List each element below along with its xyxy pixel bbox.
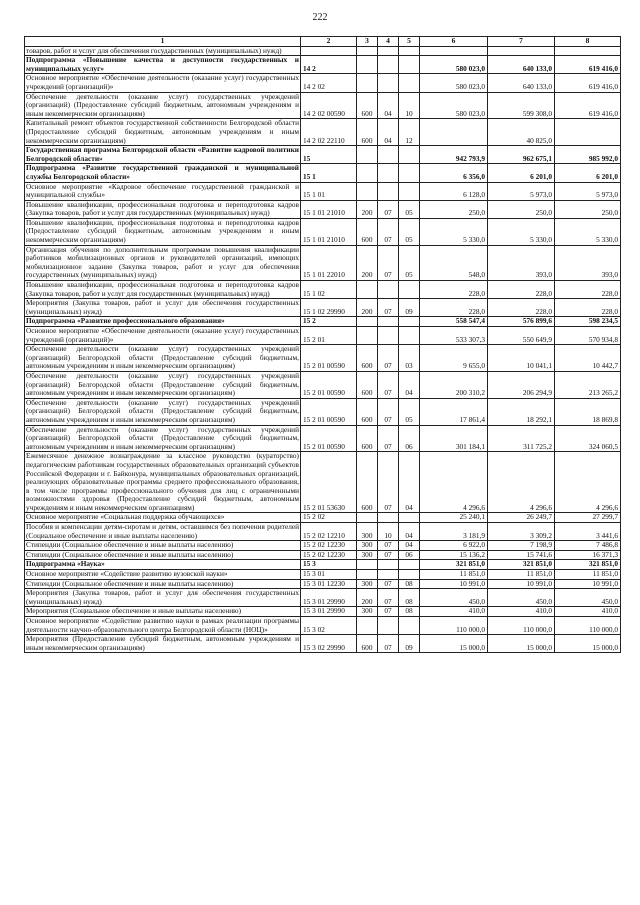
row-pr: 04 (399, 452, 420, 513)
row-pr: 06 (399, 550, 420, 560)
row-value-3: 450,0 (555, 589, 621, 607)
row-value-3: 16 371,3 (555, 550, 621, 560)
row-kvr (357, 56, 378, 74)
row-value-1: 450,0 (420, 589, 488, 607)
row-kvr (357, 46, 378, 56)
row-value-2: 393,0 (488, 245, 555, 280)
row-name: Стипендии (Социальное обеспечение и иные выплаты населению) (25, 550, 301, 560)
row-rz: 07 (378, 200, 399, 218)
table-row (25, 523, 621, 541)
row-name: Основное мероприятие «Кадровое обеспечение государственной гражданской и муниципальной службы» (26, 181, 299, 200)
row-rz: 07 (378, 345, 399, 372)
row-value-3: 570 934,8 (555, 327, 621, 345)
row-value-2: 10 041,1 (488, 345, 555, 372)
row-rz: 04 (378, 119, 399, 146)
row-code: 15 3 01 (301, 570, 357, 580)
row-value-3: 5 330,0 (555, 218, 621, 245)
row-rz: 07 (378, 371, 399, 398)
table-row (25, 345, 621, 372)
row-value-2: 5 973,0 (488, 182, 555, 200)
row-code: 15 2 01 53630 (301, 452, 357, 513)
row-name: Организация обучения по дополнительным программам повышения квалификации работников мобилизационных органов и руководителей организаций, имеющих мобилизационное задание (Закупка товаров, работ и услуг для обеспечения государственных (муниципальных) нужд) (26, 244, 299, 280)
row-name: Обеспечение деятельности (оказание услуг) государственных учреждений (организаций) Белгородской области (Предоставление субсидий бюджетным, автономным учреждениям и иным некоммерческим организациям) (26, 344, 299, 371)
row-value-1: 580 023,0 (420, 56, 488, 74)
row-value-1: 228,0 (420, 281, 488, 299)
row-rz: 07 (378, 299, 399, 317)
table-row (25, 164, 621, 182)
row-value-2: 962 675,1 (488, 146, 555, 164)
row-name: Основное мероприятие «Социальная поддержка обучающихся» (25, 513, 301, 523)
row-kvr (357, 327, 378, 345)
row-name: Ежемесячное денежное вознаграждение за классное руководство (кураторство) педагогическим работникам государственных образовательных организаций субъектов Российской Федерации и г. Байконура, муниципальных образовательных организаций, реализующих образовательные программы среднего профессионального образования, в том числе программы профессионального обучения для лиц с ограниченными возможностями здоровья (Предоставление субсидий бюджетным, автономным учреждениям и иным некоммерческим организациям) (26, 451, 299, 512)
row-value-2: 599 308,0 (488, 92, 555, 119)
row-kvr: 600 (357, 92, 378, 119)
row-name: Обеспечение деятельности (оказание услуг) государственных учреждений (организаций) Белгородской области (Предоставление субсидий бюджетным, автономным учреждениям и иным некоммерческим организациям) (26, 424, 299, 451)
row-kvr: 600 (357, 425, 378, 452)
row-kvr: 300 (357, 607, 378, 617)
row-value-3: 4 296,6 (555, 452, 621, 513)
table-row (25, 146, 621, 164)
row-value-2: 410,0 (488, 607, 555, 617)
row-value-1: 25 240,1 (420, 513, 488, 523)
row-rz: 07 (378, 218, 399, 245)
table-row (25, 74, 621, 92)
row-kvr: 600 (357, 635, 378, 653)
table-row (25, 218, 621, 245)
row-kvr: 200 (357, 589, 378, 607)
row-kvr (357, 317, 378, 327)
row-value-2: 10 991,0 (488, 579, 555, 589)
row-code: 15 2 02 12230 (301, 541, 357, 551)
row-value-1: 110 000,0 (420, 617, 488, 635)
row-name: Мероприятия (Закупка товаров, работ и услуг для обеспечения государственных (муниципальных) нужд) (26, 298, 299, 316)
row-code: 15 2 02 (301, 513, 357, 523)
row-code: 15 3 02 (301, 617, 357, 635)
row-value-2: 40 825,0 (488, 119, 555, 146)
row-pr (399, 570, 420, 580)
row-kvr (357, 74, 378, 92)
row-kvr: 300 (357, 579, 378, 589)
row-kvr: 600 (357, 452, 378, 513)
col-header-2: 2 (301, 37, 357, 47)
row-value-3: 27 299,7 (555, 513, 621, 523)
row-kvr: 600 (357, 371, 378, 398)
row-pr: 06 (399, 425, 420, 452)
row-value-3: 15 000,0 (555, 635, 621, 653)
row-rz (378, 56, 399, 74)
table-row (25, 56, 621, 74)
row-value-1: 17 861,4 (420, 398, 488, 425)
row-code: 15 3 01 12230 (301, 579, 357, 589)
row-name: Мероприятия (Закупка товаров, работ и услуг для обеспечения государственных (муниципальных) нужд) (26, 588, 299, 606)
row-value-3: 324 060,5 (555, 425, 621, 452)
row-code: 15 1 02 29990 (301, 299, 357, 317)
row-value-1: 15 136,2 (420, 550, 488, 560)
row-rz: 07 (378, 607, 399, 617)
row-value-3: 393,0 (555, 245, 621, 280)
row-name: Повышение квалификации, профессиональная подготовка и переподготовка кадров (Закупка товаров, работ и услуг для государственных (муниципальных) нужд) (26, 280, 299, 298)
row-value-3: 10 442,7 (555, 345, 621, 372)
row-value-1: 10 991,0 (420, 579, 488, 589)
row-code: 15 3 01 29990 (301, 589, 357, 607)
row-value-1: 6 128,0 (420, 182, 488, 200)
row-pr: 05 (399, 245, 420, 280)
row-code: 14 2 02 22110 (301, 119, 357, 146)
row-name: Стипендии (Социальное обеспечение и иные выплаты населению) (25, 579, 301, 589)
table-row (25, 617, 621, 635)
row-rz (378, 74, 399, 92)
row-rz (378, 182, 399, 200)
row-rz: 07 (378, 550, 399, 560)
row-pr (399, 327, 420, 345)
row-rz (378, 560, 399, 570)
row-kvr: 600 (357, 119, 378, 146)
table-row (25, 589, 621, 607)
row-rz: 07 (378, 245, 399, 280)
row-value-1: 942 793,9 (420, 146, 488, 164)
table-row (25, 635, 621, 653)
row-kvr: 200 (357, 200, 378, 218)
row-code: 15 3 02 29990 (301, 635, 357, 653)
header-row (25, 37, 621, 47)
row-rz: 07 (378, 579, 399, 589)
row-name: Мероприятия (Предоставление субсидий бюджетным, автономным учреждениям и иным некоммерческим организациям) (26, 634, 299, 652)
row-name: Пособия и компенсации детям-сиротам и детям, оставшимся без попечения родителей (Социальное обеспечение и иные выплаты населению) (26, 522, 299, 540)
row-code: 15 1 02 (301, 281, 357, 299)
table-row (25, 245, 621, 280)
row-value-2: 640 133,0 (488, 74, 555, 92)
row-name: Обеспечение деятельности (оказание услуг) государственных учреждений (организаций) Белгородской области (Предоставление субсидий бюджетным, автономным учреждениям и иным некоммерческим организациям) (26, 397, 299, 424)
row-value-2: 18 292,1 (488, 398, 555, 425)
table-row (25, 371, 621, 398)
row-value-3: 985 992,0 (555, 146, 621, 164)
row-code: 15 1 01 22010 (301, 245, 357, 280)
row-value-1: 9 655,0 (420, 345, 488, 372)
row-value-2: 110 000,0 (488, 617, 555, 635)
table-row (25, 398, 621, 425)
row-kvr (357, 570, 378, 580)
row-kvr: 200 (357, 245, 378, 280)
row-value-1: 15 000,0 (420, 635, 488, 653)
row-value-2: 7 198,9 (488, 541, 555, 551)
row-rz (378, 570, 399, 580)
row-value-3: 5 973,0 (555, 182, 621, 200)
row-rz: 07 (378, 589, 399, 607)
row-name: Стипендии (Социальное обеспечение и иные выплаты населению) (25, 541, 301, 551)
row-rz (378, 164, 399, 182)
row-name: Подпрограмма «Развитие профессионального образования» (25, 317, 301, 327)
row-code (301, 46, 357, 56)
row-value-2: 311 725,2 (488, 425, 555, 452)
row-value-2 (488, 46, 555, 56)
table-row (25, 200, 621, 218)
row-value-2: 5 330,0 (488, 218, 555, 245)
row-rz (378, 46, 399, 56)
row-name: Подпрограмма «Развитие государственной гражданской и муниципальной службы Белгородской области» (26, 163, 299, 181)
row-value-3: 11 851,0 (555, 570, 621, 580)
row-value-1: 200 310,2 (420, 371, 488, 398)
row-pr: 05 (399, 398, 420, 425)
row-value-1: 5 330,0 (420, 218, 488, 245)
row-name: Государственная программа Белгородской области «Развитие кадровой политики Белгородской области» (26, 145, 299, 163)
row-value-3: 619 416,0 (555, 56, 621, 74)
row-value-3: 18 869,8 (555, 398, 621, 425)
row-code: 15 1 01 21010 (301, 200, 357, 218)
row-rz (378, 146, 399, 164)
row-rz: 07 (378, 425, 399, 452)
row-value-3: 250,0 (555, 200, 621, 218)
row-value-1: 548,0 (420, 245, 488, 280)
row-name: Мероприятия (Социальное обеспечение и иные выплаты населению) (25, 607, 301, 617)
row-kvr (357, 513, 378, 523)
row-rz (378, 281, 399, 299)
row-pr: 12 (399, 119, 420, 146)
page-number: 222 (312, 12, 328, 23)
col-header-1: 1 (25, 37, 301, 47)
row-pr: 09 (399, 635, 420, 653)
row-kvr (357, 617, 378, 635)
row-value-1: 11 851,0 (420, 570, 488, 580)
row-rz (378, 617, 399, 635)
table-row (25, 119, 621, 146)
row-value-1: 580 023,0 (420, 74, 488, 92)
table-row (25, 541, 621, 551)
table-row (25, 92, 621, 119)
row-value-1: 3 181,9 (420, 523, 488, 541)
row-name: Подпрограмма «Наука» (25, 560, 301, 570)
table-row (25, 182, 621, 200)
row-name: товаров, работ и услуг для обеспечения государственных (муниципальных) нужд) (25, 46, 301, 56)
row-code: 15 2 01 00590 (301, 371, 357, 398)
row-name: Обеспечение деятельности (оказание услуг) государственных учреждений (организаций) (Предоставление субсидий бюджетным, автономным учреждениям и иным некоммерческим организациям) (26, 91, 299, 118)
row-name: Основное мероприятие «Обеспечение деятельности (оказание услуг) государственных учреждений (организаций)» (26, 326, 299, 344)
row-pr: 09 (399, 299, 420, 317)
row-value-2: 26 249,7 (488, 513, 555, 523)
row-pr (399, 56, 420, 74)
row-value-3: 619 416,0 (555, 92, 621, 119)
row-rz: 04 (378, 92, 399, 119)
row-value-1: 410,0 (420, 607, 488, 617)
row-value-2: 550 649,9 (488, 327, 555, 345)
col-header-5: 5 (399, 37, 420, 47)
row-code: 15 2 01 00590 (301, 398, 357, 425)
row-pr (399, 146, 420, 164)
row-kvr: 600 (357, 218, 378, 245)
row-code: 14 2 02 (301, 74, 357, 92)
row-pr (399, 46, 420, 56)
row-value-2: 228,0 (488, 281, 555, 299)
row-pr (399, 317, 420, 327)
row-value-2: 15 000,0 (488, 635, 555, 653)
row-name: Капитальный ремонт объектов государственной собственности Белгородской области (Предоставление субсидий бюджетным, автономным учреждениям и иным некоммерческим организациям) (26, 118, 299, 145)
col-header-8: 8 (555, 37, 621, 47)
row-value-2: 250,0 (488, 200, 555, 218)
row-value-1 (420, 46, 488, 56)
row-code: 15 2 01 00590 (301, 345, 357, 372)
row-value-3: 110 000,0 (555, 617, 621, 635)
row-rz (378, 513, 399, 523)
row-kvr (357, 164, 378, 182)
row-rz (378, 327, 399, 345)
table-row (25, 570, 621, 580)
row-rz: 07 (378, 541, 399, 551)
row-code: 15 (301, 146, 357, 164)
row-value-1: 228,0 (420, 299, 488, 317)
row-pr: 08 (399, 607, 420, 617)
row-name: Повышение квалификации, профессиональная подготовка и переподготовка кадров (Предоставление субсидий бюджетным, автономным учреждениям и иным некоммерческим организациям) (26, 217, 299, 245)
row-pr (399, 560, 420, 570)
row-value-1: 533 307,3 (420, 327, 488, 345)
row-pr (399, 164, 420, 182)
row-value-2: 4 296,6 (488, 452, 555, 513)
row-value-2: 576 899,6 (488, 317, 555, 327)
col-header-6: 6 (420, 37, 488, 47)
row-name: Обеспечение деятельности (оказание услуг) государственных учреждений (организаций) Белгородской области (Предоставление субсидий бюджетным, автономным учреждениям и иным некоммерческим организациям) (26, 370, 299, 398)
row-name: Основное мероприятие «Содействие развитию науки в рамках реализации программы деятельности научно-образовательного центра Белгородской области (НОЦ)» (26, 616, 299, 634)
row-code: 14 2 02 00590 (301, 92, 357, 119)
row-code: 15 3 01 29990 (301, 607, 357, 617)
table-row (25, 452, 621, 513)
row-kvr (357, 560, 378, 570)
row-rz (378, 317, 399, 327)
row-code: 15 2 (301, 317, 357, 327)
row-kvr: 600 (357, 398, 378, 425)
table-row (25, 327, 621, 345)
row-pr: 05 (399, 218, 420, 245)
row-pr (399, 182, 420, 200)
row-value-1: 6 356,0 (420, 164, 488, 182)
row-rz: 07 (378, 398, 399, 425)
row-value-3: 10 991,0 (555, 579, 621, 589)
row-pr: 08 (399, 579, 420, 589)
row-value-3 (555, 119, 621, 146)
row-code: 15 2 02 12230 (301, 550, 357, 560)
row-kvr: 300 (357, 550, 378, 560)
row-value-1: 301 184,1 (420, 425, 488, 452)
row-name: Подпрограмма «Повышение качества и доступности государственных и муниципальных услуг» (26, 55, 299, 73)
col-header-4: 4 (378, 37, 399, 47)
row-kvr: 300 (357, 523, 378, 541)
row-value-2: 6 201,0 (488, 164, 555, 182)
row-pr: 05 (399, 200, 420, 218)
table-row (25, 425, 621, 452)
row-pr (399, 281, 420, 299)
row-value-1 (420, 119, 488, 146)
row-value-3: 3 441,6 (555, 523, 621, 541)
row-kvr: 300 (357, 541, 378, 551)
row-value-3: 410,0 (555, 607, 621, 617)
row-kvr (357, 182, 378, 200)
table-body (25, 46, 621, 653)
row-value-2: 206 294,9 (488, 371, 555, 398)
row-value-3: 598 234,5 (555, 317, 621, 327)
col-header-3: 3 (357, 37, 378, 47)
row-pr: 03 (399, 345, 420, 372)
row-value-2: 640 133,0 (488, 56, 555, 74)
row-value-3: 7 486,8 (555, 541, 621, 551)
row-pr: 10 (399, 92, 420, 119)
row-code: 15 2 02 12210 (301, 523, 357, 541)
row-value-2: 321 851,0 (488, 560, 555, 570)
row-value-1: 580 023,0 (420, 92, 488, 119)
row-pr (399, 617, 420, 635)
budget-table (24, 36, 621, 653)
row-pr: 04 (399, 541, 420, 551)
row-value-3: 228,0 (555, 299, 621, 317)
row-value-1: 321 851,0 (420, 560, 488, 570)
row-pr: 08 (399, 589, 420, 607)
row-rz: 10 (378, 523, 399, 541)
row-kvr (357, 281, 378, 299)
row-value-1: 6 922,0 (420, 541, 488, 551)
row-code: 14 2 (301, 56, 357, 74)
row-rz: 07 (378, 635, 399, 653)
row-name: Основное мероприятие «Обеспечение деятельности (оказание услуг) государственных учреждений (организаций)» (26, 73, 299, 91)
row-code: 15 2 01 (301, 327, 357, 345)
row-pr: 04 (399, 371, 420, 398)
row-value-2: 228,0 (488, 299, 555, 317)
row-value-2: 450,0 (488, 589, 555, 607)
col-header-7: 7 (488, 37, 555, 47)
row-value-3: 321 851,0 (555, 560, 621, 570)
row-pr: 04 (399, 523, 420, 541)
row-code: 15 3 (301, 560, 357, 570)
row-pr (399, 513, 420, 523)
row-value-3: 6 201,0 (555, 164, 621, 182)
row-value-2: 11 851,0 (488, 570, 555, 580)
row-value-1: 4 296,6 (420, 452, 488, 513)
row-code: 15 1 01 21010 (301, 218, 357, 245)
row-code: 15 1 01 (301, 182, 357, 200)
row-value-1: 558 547,4 (420, 317, 488, 327)
table-row (25, 281, 621, 299)
row-kvr: 600 (357, 345, 378, 372)
row-name: Повышение квалификации, профессиональная подготовка и переподготовка кадров (Закупка товаров, работ и услуг для государственных (муниципальных) нужд) (26, 199, 299, 218)
row-code: 15 2 01 00590 (301, 425, 357, 452)
row-value-3 (555, 46, 621, 56)
row-value-3: 619 416,0 (555, 74, 621, 92)
table-row (25, 299, 621, 317)
row-pr (399, 74, 420, 92)
row-name: Основное мероприятие «Содействие развитию вузовской науки» (25, 570, 301, 580)
row-code: 15 1 (301, 164, 357, 182)
row-value-1: 250,0 (420, 200, 488, 218)
row-value-3: 213 265,2 (555, 371, 621, 398)
row-kvr: 200 (357, 299, 378, 317)
row-value-2: 3 309,2 (488, 523, 555, 541)
row-value-3: 228,0 (555, 281, 621, 299)
row-kvr (357, 146, 378, 164)
row-value-2: 15 741,6 (488, 550, 555, 560)
row-rz: 07 (378, 452, 399, 513)
